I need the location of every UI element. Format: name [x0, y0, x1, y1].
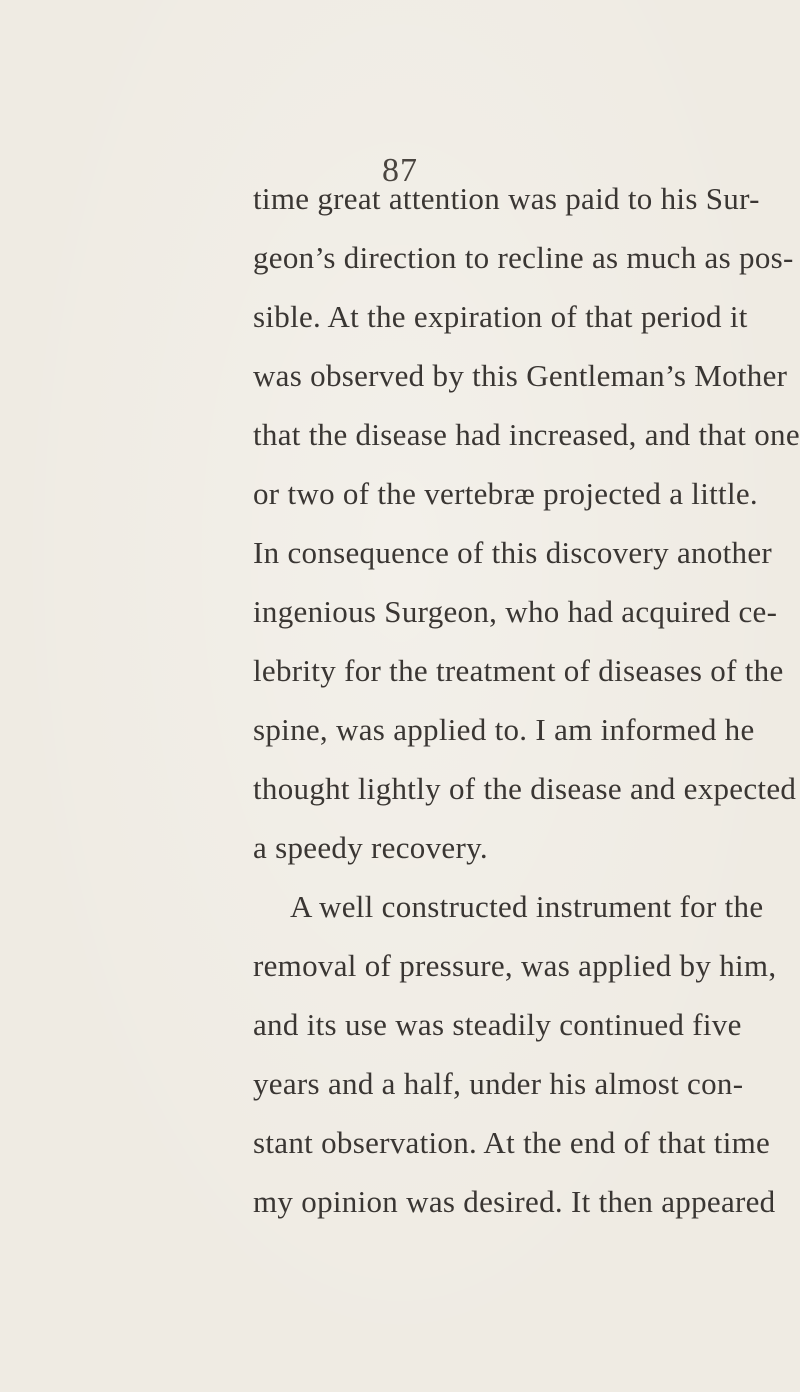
page-number: 87 — [382, 152, 418, 189]
text-line: In consequence of this discovery another — [253, 535, 773, 570]
text-line: removal of pressure, was applied by him, — [253, 948, 777, 983]
text-line: sible. At the expiration of that period it — [253, 299, 748, 334]
text-line: or two of the vertebræ projected a little. — [253, 476, 758, 511]
text-line: years and a half, under his almost con- — [253, 1066, 744, 1101]
text-line: spine, was applied to. I am informed he — [253, 712, 755, 747]
text-line: stant observation. At the end of that time — [253, 1125, 771, 1160]
text-line: that the disease had increased, and that one — [253, 417, 800, 452]
text-line: ingenious Surgeon, who had acquired ce- — [253, 594, 778, 629]
text-line: lebrity for the treatment of diseases of the — [253, 653, 784, 688]
text-line: was observed by this Gentleman’s Mother — [253, 358, 788, 393]
text-line: geon’s direction to recline as much as pos- — [253, 240, 794, 275]
text-line: time great attention was paid to his Sur- — [253, 181, 760, 216]
text-line: and its use was steadily continued five — [253, 1007, 742, 1042]
text-line: a speedy recovery. — [253, 830, 488, 865]
text-line: thought lightly of the disease and expected — [253, 771, 797, 806]
text-line: A well constructed instrument for the — [290, 889, 764, 924]
text-line: my opinion was desired. It then appeared — [253, 1184, 776, 1219]
